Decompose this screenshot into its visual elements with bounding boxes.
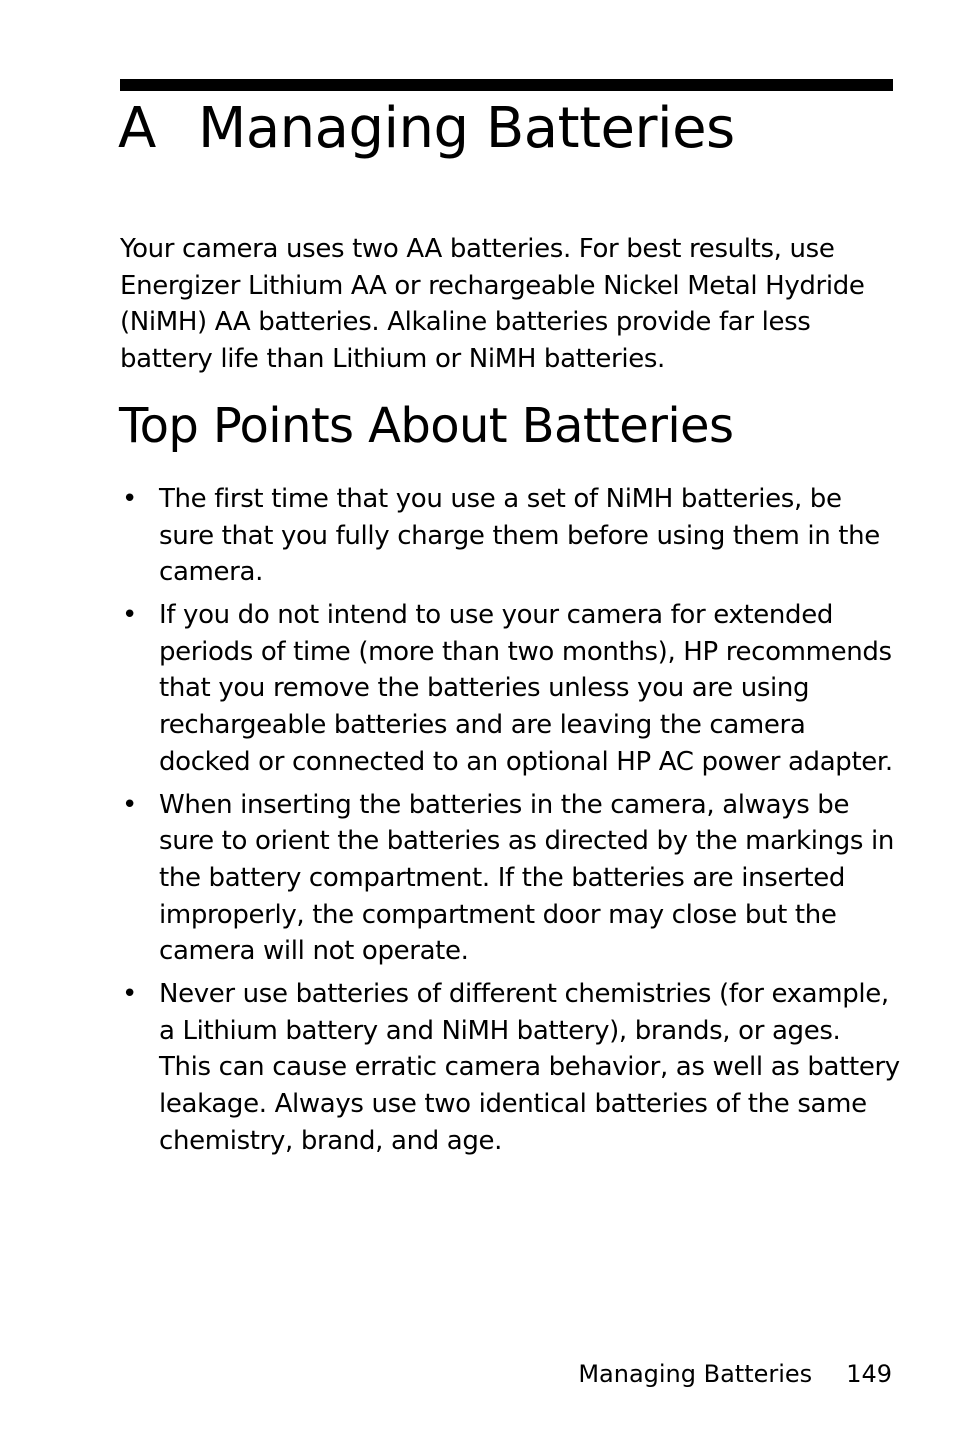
running-title: Managing Batteries bbox=[578, 1360, 813, 1388]
list-item bbox=[120, 787, 900, 970]
list-item-text: Never use batteries of different chemistries (for example, a Lithium battery and NiMH battery), brands, or ages. This can cause erratic camera behavior, as well as battery leakage. Always use two identical batteries of the same chemistry, brand, and age. bbox=[159, 979, 900, 1156]
list-item-text: When inserting the batteries in the camera, always be sure to orient the batteries as directed by the markings in the battery compartment. If the batteries are inserted improperly, the compartment door may close but the camera will not operate. bbox=[159, 789, 895, 967]
intro-paragraph: Your camera uses two AA batteries. For best results, use Energizer Lithium AA or rechargeable Nickel Metal Hydride (NiMH) AA batteries. Alkaline batteries provide far less battery life than Lithium or NiMH batteries. bbox=[120, 234, 865, 374]
bullet-icon: • bbox=[122, 789, 137, 820]
list-item bbox=[120, 597, 900, 780]
page-number: 149 bbox=[846, 1360, 892, 1388]
section-heading: Top Points About Batteries bbox=[119, 398, 734, 454]
list-item-text: If you do not intend to use your camera for extended periods of time (more than two months), HP recommends that you remove the batteries unless you are using rechargeable batteries and are leaving the camera docked or connected to an optional HP AC power adapter. bbox=[159, 600, 893, 777]
chapter-title bbox=[118, 94, 735, 164]
list-item bbox=[120, 481, 900, 591]
list-item bbox=[120, 976, 900, 1159]
chapter-top-rule bbox=[120, 79, 893, 91]
bullet-icon: • bbox=[122, 600, 137, 631]
chapter-letter: A bbox=[118, 96, 156, 161]
chapter-title-text: Managing Batteries bbox=[198, 96, 735, 161]
bullet-list bbox=[120, 481, 900, 1166]
page-footer bbox=[578, 1356, 892, 1392]
bullet-icon: • bbox=[122, 979, 137, 1010]
list-item-text: The first time that you use a set of NiMH batteries, be sure that you fully charge them before using them in the camera. bbox=[159, 484, 880, 588]
bullet-icon: • bbox=[122, 484, 137, 514]
